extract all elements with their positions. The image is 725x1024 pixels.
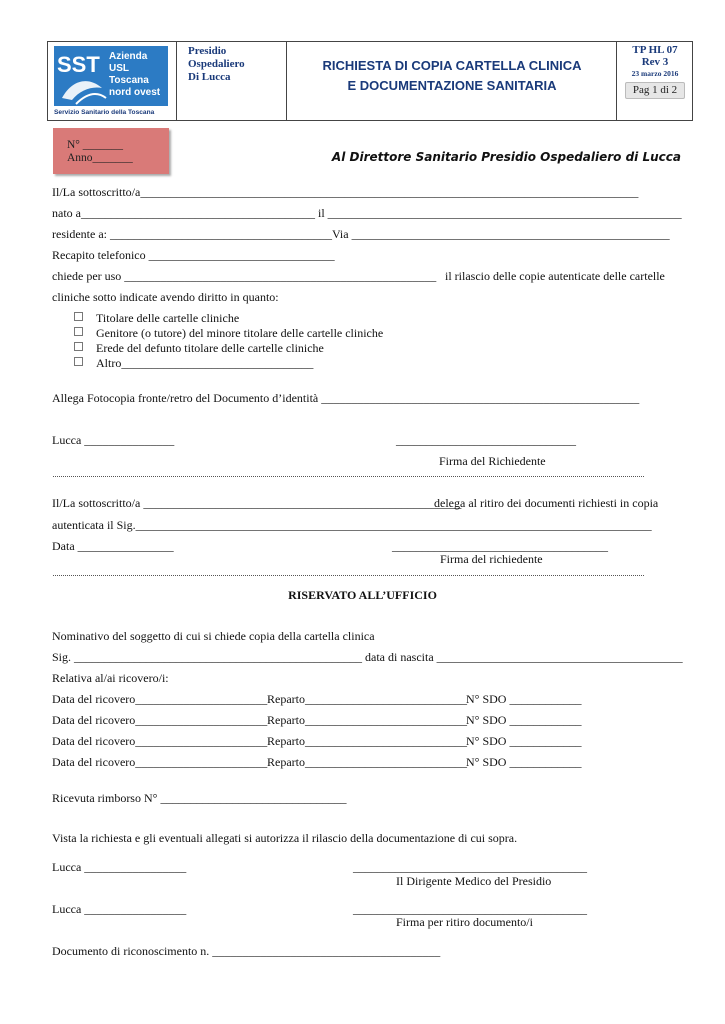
signature-line[interactable]: _______________________________________ — [353, 902, 587, 916]
checkbox[interactable] — [74, 342, 83, 351]
svg-text:USL: USL — [109, 63, 129, 74]
option-heir[interactable]: Erede del defunto titolare delle cartelle cliniche — [74, 341, 324, 356]
svg-text:Toscana: Toscana — [109, 75, 149, 86]
subject-label: Nominativo del soggetto di cui si chiede copia della cartella clinica — [52, 629, 375, 643]
place-date-field[interactable]: Lucca _________________ — [52, 902, 187, 916]
signature-line[interactable]: ______________________________ — [396, 433, 576, 447]
signature-label: Firma del Richiedente — [439, 454, 546, 468]
section-divider — [53, 575, 644, 576]
svg-text:Azienda: Azienda — [109, 51, 148, 62]
svg-text:Servizio Sanitario della Tosca: Servizio Sanitario della Toscana — [54, 109, 155, 116]
ward-field[interactable]: Reparto___________________________ — [267, 755, 467, 769]
checkbox[interactable] — [74, 357, 83, 366]
asl-toscana-logo — [54, 46, 168, 116]
svg-text:nord ovest: nord ovest — [109, 87, 161, 98]
ward-field[interactable]: Reparto___________________________ — [267, 734, 467, 748]
place-date-field[interactable]: Lucca _________________ — [52, 860, 187, 874]
checkbox[interactable] — [74, 327, 83, 336]
refund-field[interactable]: Ricevuta rimborso N° _______________________________ — [52, 791, 347, 805]
admission-row[interactable]: Data del ricovero______________________ — [52, 713, 268, 727]
delegation-signature-line[interactable]: ____________________________________ — [392, 539, 608, 553]
presidio-name: Presidio Ospedaliero Di Lucca — [188, 45, 245, 83]
protocol-number[interactable]: N° _______ — [67, 139, 124, 151]
ward-field[interactable]: Reparto___________________________ — [267, 692, 467, 706]
admission-row[interactable]: Data del ricovero______________________ — [52, 755, 268, 769]
document-title: RICHIESTA DI COPIA CARTELLA CLINICA E DOCUMENTAZIONE SANITARIA — [322, 58, 582, 93]
admissions-label: Relativa al/ai ricovero/i: — [52, 671, 169, 685]
option-other[interactable]: Altro________________________________ — [74, 356, 313, 371]
attachment-field[interactable]: Allega Fotocopia fronte/retro del Documento d’identità _____________________________________________________ — [52, 391, 640, 405]
doc-code: TP HL 07 Rev 3 23 marzo 2016 — [631, 44, 679, 78]
svg-text:SST: SST — [57, 52, 100, 77]
sdo-field[interactable]: N° SDO ____________ — [466, 692, 582, 706]
page-indicator: Pag 1 di 2 — [625, 82, 685, 99]
delegation-date-field[interactable]: Data ________________ — [52, 539, 174, 553]
delegation-signature-label: Firma del richiedente — [440, 552, 543, 566]
signature-line[interactable]: _______________________________________ — [353, 860, 587, 874]
signature-label: Il Dirigente Medico del Presidio — [396, 874, 552, 888]
delegate-field[interactable]: autenticata il Sig.______________________________________________________________________________________ — [52, 518, 652, 532]
authorization-text: Vista la richiesta e gli eventuali allegati si autorizza il rilascio della documentazione di cui sopra. — [52, 831, 518, 845]
sdo-field[interactable]: N° SDO ____________ — [466, 755, 582, 769]
checkbox[interactable] — [74, 312, 83, 321]
protocol-year[interactable]: Anno_______ — [67, 152, 133, 164]
office-section-title: RISERVATO ALL’UFFICIO — [288, 588, 437, 602]
phone-field[interactable]: Recapito telefonico _______________________________ — [52, 248, 335, 262]
doc-code-cell — [616, 42, 693, 120]
logo-cell — [48, 42, 176, 120]
purpose-text: il rilascio delle copie autenticate delle cartelle — [445, 269, 665, 283]
sdo-field[interactable]: N° SDO ____________ — [466, 734, 582, 748]
delegator-field[interactable]: Il/La sottoscritto/a _____________________________________________________ — [52, 496, 462, 510]
admission-row[interactable]: Data del ricovero______________________ — [52, 692, 268, 706]
sdo-field[interactable]: N° SDO ____________ — [466, 713, 582, 727]
purpose-continuation: cliniche sotto indicate avendo diritto in quanto: — [52, 290, 279, 304]
id-document-field[interactable]: Documento di riconoscimento n. ______________________________________ — [52, 944, 441, 958]
residence-field[interactable]: residente a: _____________________________________Via _____________________________________________________ — [52, 227, 670, 241]
birth-field[interactable]: nato a_______________________________________ il ___________________________________________________________ — [52, 206, 682, 220]
protocol-stamp — [53, 128, 169, 174]
title-cell — [286, 42, 617, 120]
undersigned-field[interactable]: Il/La sottoscritto/a___________________________________________________________________________________ — [52, 185, 639, 199]
purpose-field[interactable]: chiede per uso ____________________________________________________ — [52, 269, 437, 283]
subject-name-field[interactable]: Sig. ________________________________________________ data di nascita _________________________________________ — [52, 650, 683, 664]
signature-label: Firma per ritiro documento/i — [396, 915, 533, 929]
place-date-field[interactable]: Lucca _______________ — [52, 433, 175, 447]
addressee: Al Direttore Sanitario Presidio Ospedaliero di Lucca — [331, 150, 681, 164]
option-holder[interactable]: Titolare delle cartelle cliniche — [74, 311, 239, 326]
option-parent[interactable]: Genitore (o tutore) del minore titolare delle cartelle cliniche — [74, 326, 383, 341]
presidio-cell — [176, 42, 287, 120]
ward-field[interactable]: Reparto___________________________ — [267, 713, 467, 727]
delegation-text: delega al ritiro dei documenti richiesti in copia — [434, 496, 659, 510]
admission-row[interactable]: Data del ricovero______________________ — [52, 734, 268, 748]
document-header — [47, 41, 693, 121]
section-divider — [53, 476, 644, 477]
